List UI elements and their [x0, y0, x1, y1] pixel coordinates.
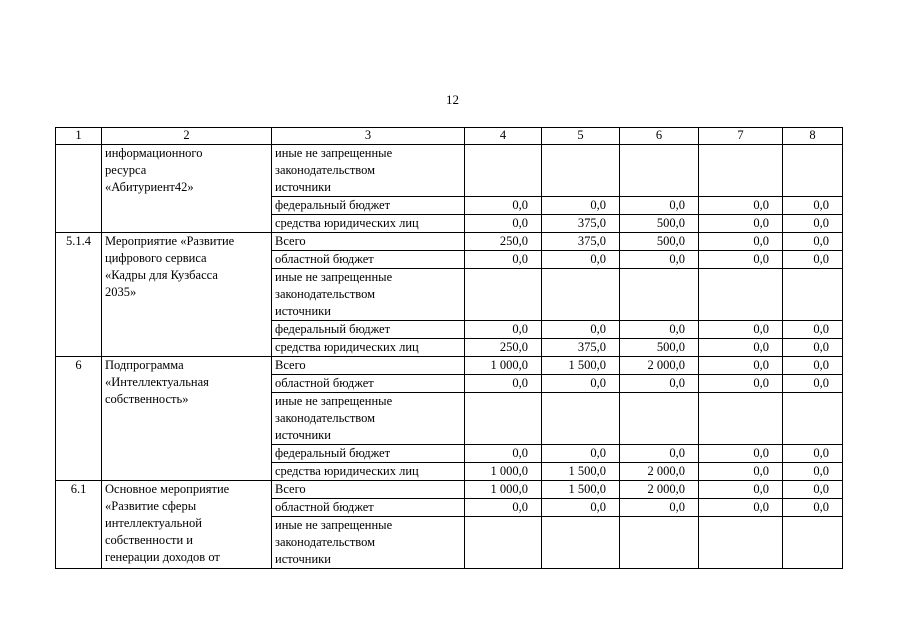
value-cell: 0,0: [783, 339, 843, 357]
value-cell: 0,0: [542, 499, 620, 517]
column-header: 2: [102, 128, 272, 145]
value-cell: [699, 145, 783, 197]
value-cell: [783, 517, 843, 569]
value-cell: 1 500,0: [542, 463, 620, 481]
value-cell: 0,0: [783, 375, 843, 393]
value-cell: [542, 517, 620, 569]
funding-source: иные не запрещенные законодательством источники: [272, 393, 465, 445]
value-cell: 0,0: [699, 251, 783, 269]
value-cell: 0,0: [465, 251, 542, 269]
value-cell: [620, 145, 699, 197]
table-row: [56, 233, 843, 251]
value-cell: 0,0: [620, 375, 699, 393]
value-cell: 0,0: [783, 481, 843, 499]
value-cell: 0,0: [620, 251, 699, 269]
column-header: 1: [56, 128, 102, 145]
funding-source: областной бюджет: [272, 375, 465, 393]
value-cell: 0,0: [699, 481, 783, 499]
value-cell: 0,0: [699, 197, 783, 215]
item-code: 6: [56, 357, 102, 481]
value-cell: 0,0: [699, 499, 783, 517]
column-header: 8: [783, 128, 843, 145]
value-cell: 0,0: [783, 445, 843, 463]
funding-source: иные не запрещенные законодательством источники: [272, 517, 465, 569]
value-cell: [699, 517, 783, 569]
funding-source: федеральный бюджет: [272, 321, 465, 339]
funding-source: средства юридических лиц: [272, 215, 465, 233]
value-cell: 375,0: [542, 233, 620, 251]
value-cell: 0,0: [699, 357, 783, 375]
value-cell: 0,0: [620, 321, 699, 339]
column-header: 4: [465, 128, 542, 145]
value-cell: [465, 517, 542, 569]
value-cell: 0,0: [542, 445, 620, 463]
value-cell: 1 500,0: [542, 357, 620, 375]
funding-source: областной бюджет: [272, 499, 465, 517]
value-cell: 2 000,0: [620, 463, 699, 481]
value-cell: 375,0: [542, 215, 620, 233]
value-cell: 0,0: [783, 357, 843, 375]
value-cell: [620, 517, 699, 569]
value-cell: 0,0: [699, 463, 783, 481]
value-cell: 1 000,0: [465, 463, 542, 481]
value-cell: [620, 269, 699, 321]
header-row: [56, 128, 843, 145]
value-cell: 0,0: [783, 215, 843, 233]
table-row: [56, 357, 843, 375]
value-cell: 0,0: [465, 445, 542, 463]
funding-source: федеральный бюджет: [272, 197, 465, 215]
value-cell: 375,0: [542, 339, 620, 357]
value-cell: 0,0: [699, 375, 783, 393]
value-cell: 0,0: [783, 197, 843, 215]
item-name: Подпрограмма «Интеллектуальная собственность»: [102, 357, 272, 481]
value-cell: [783, 269, 843, 321]
value-cell: [542, 393, 620, 445]
value-cell: 0,0: [465, 375, 542, 393]
value-cell: 1 000,0: [465, 357, 542, 375]
item-name: информационного ресурса «Абитуриент42»: [102, 145, 272, 233]
value-cell: 0,0: [783, 463, 843, 481]
value-cell: [699, 393, 783, 445]
value-cell: 0,0: [783, 499, 843, 517]
value-cell: [542, 145, 620, 197]
value-cell: 0,0: [542, 375, 620, 393]
value-cell: 0,0: [465, 321, 542, 339]
value-cell: 0,0: [542, 321, 620, 339]
value-cell: 0,0: [465, 215, 542, 233]
value-cell: 500,0: [620, 339, 699, 357]
value-cell: 500,0: [620, 215, 699, 233]
value-cell: 2 000,0: [620, 357, 699, 375]
value-cell: 0,0: [699, 215, 783, 233]
table-row: [56, 481, 843, 499]
table-row: [56, 145, 843, 197]
value-cell: 250,0: [465, 339, 542, 357]
item-code: [56, 145, 102, 233]
value-cell: 0,0: [783, 233, 843, 251]
column-header: 6: [620, 128, 699, 145]
funding-source: средства юридических лиц: [272, 339, 465, 357]
value-cell: 250,0: [465, 233, 542, 251]
item-code: 5.1.4: [56, 233, 102, 357]
value-cell: 1 500,0: [542, 481, 620, 499]
value-cell: [620, 393, 699, 445]
value-cell: [783, 145, 843, 197]
funding-source: федеральный бюджет: [272, 445, 465, 463]
value-cell: [783, 393, 843, 445]
column-header: 3: [272, 128, 465, 145]
funding-source: Всего: [272, 481, 465, 499]
value-cell: [699, 269, 783, 321]
funding-source: иные не запрещенные законодательством источники: [272, 145, 465, 197]
value-cell: 2 000,0: [620, 481, 699, 499]
funding-source: Всего: [272, 233, 465, 251]
value-cell: 0,0: [465, 499, 542, 517]
value-cell: 500,0: [620, 233, 699, 251]
value-cell: 0,0: [465, 197, 542, 215]
item-name: Мероприятие «Развитие цифрового сервиса «Кадры для Кузбасса 2035»: [102, 233, 272, 357]
column-header: 5: [542, 128, 620, 145]
value-cell: 0,0: [699, 445, 783, 463]
value-cell: 0,0: [542, 251, 620, 269]
value-cell: 0,0: [699, 233, 783, 251]
value-cell: [465, 393, 542, 445]
funding-source: иные не запрещенные законодательством источники: [272, 269, 465, 321]
value-cell: [465, 145, 542, 197]
value-cell: [542, 269, 620, 321]
funding-source: Всего: [272, 357, 465, 375]
column-header: 7: [699, 128, 783, 145]
budget-table: [55, 127, 843, 569]
value-cell: [465, 269, 542, 321]
value-cell: 0,0: [699, 339, 783, 357]
value-cell: 0,0: [699, 321, 783, 339]
value-cell: 0,0: [783, 251, 843, 269]
value-cell: 0,0: [620, 499, 699, 517]
value-cell: 1 000,0: [465, 481, 542, 499]
item-code: 6.1: [56, 481, 102, 569]
funding-source: областной бюджет: [272, 251, 465, 269]
value-cell: 0,0: [620, 445, 699, 463]
item-name: Основное мероприятие «Развитие сферы интеллектуальной собственности и генерации доходов от: [102, 481, 272, 569]
value-cell: 0,0: [542, 197, 620, 215]
value-cell: 0,0: [620, 197, 699, 215]
page-number: 12: [446, 92, 459, 107]
funding-source: средства юридических лиц: [272, 463, 465, 481]
value-cell: 0,0: [783, 321, 843, 339]
